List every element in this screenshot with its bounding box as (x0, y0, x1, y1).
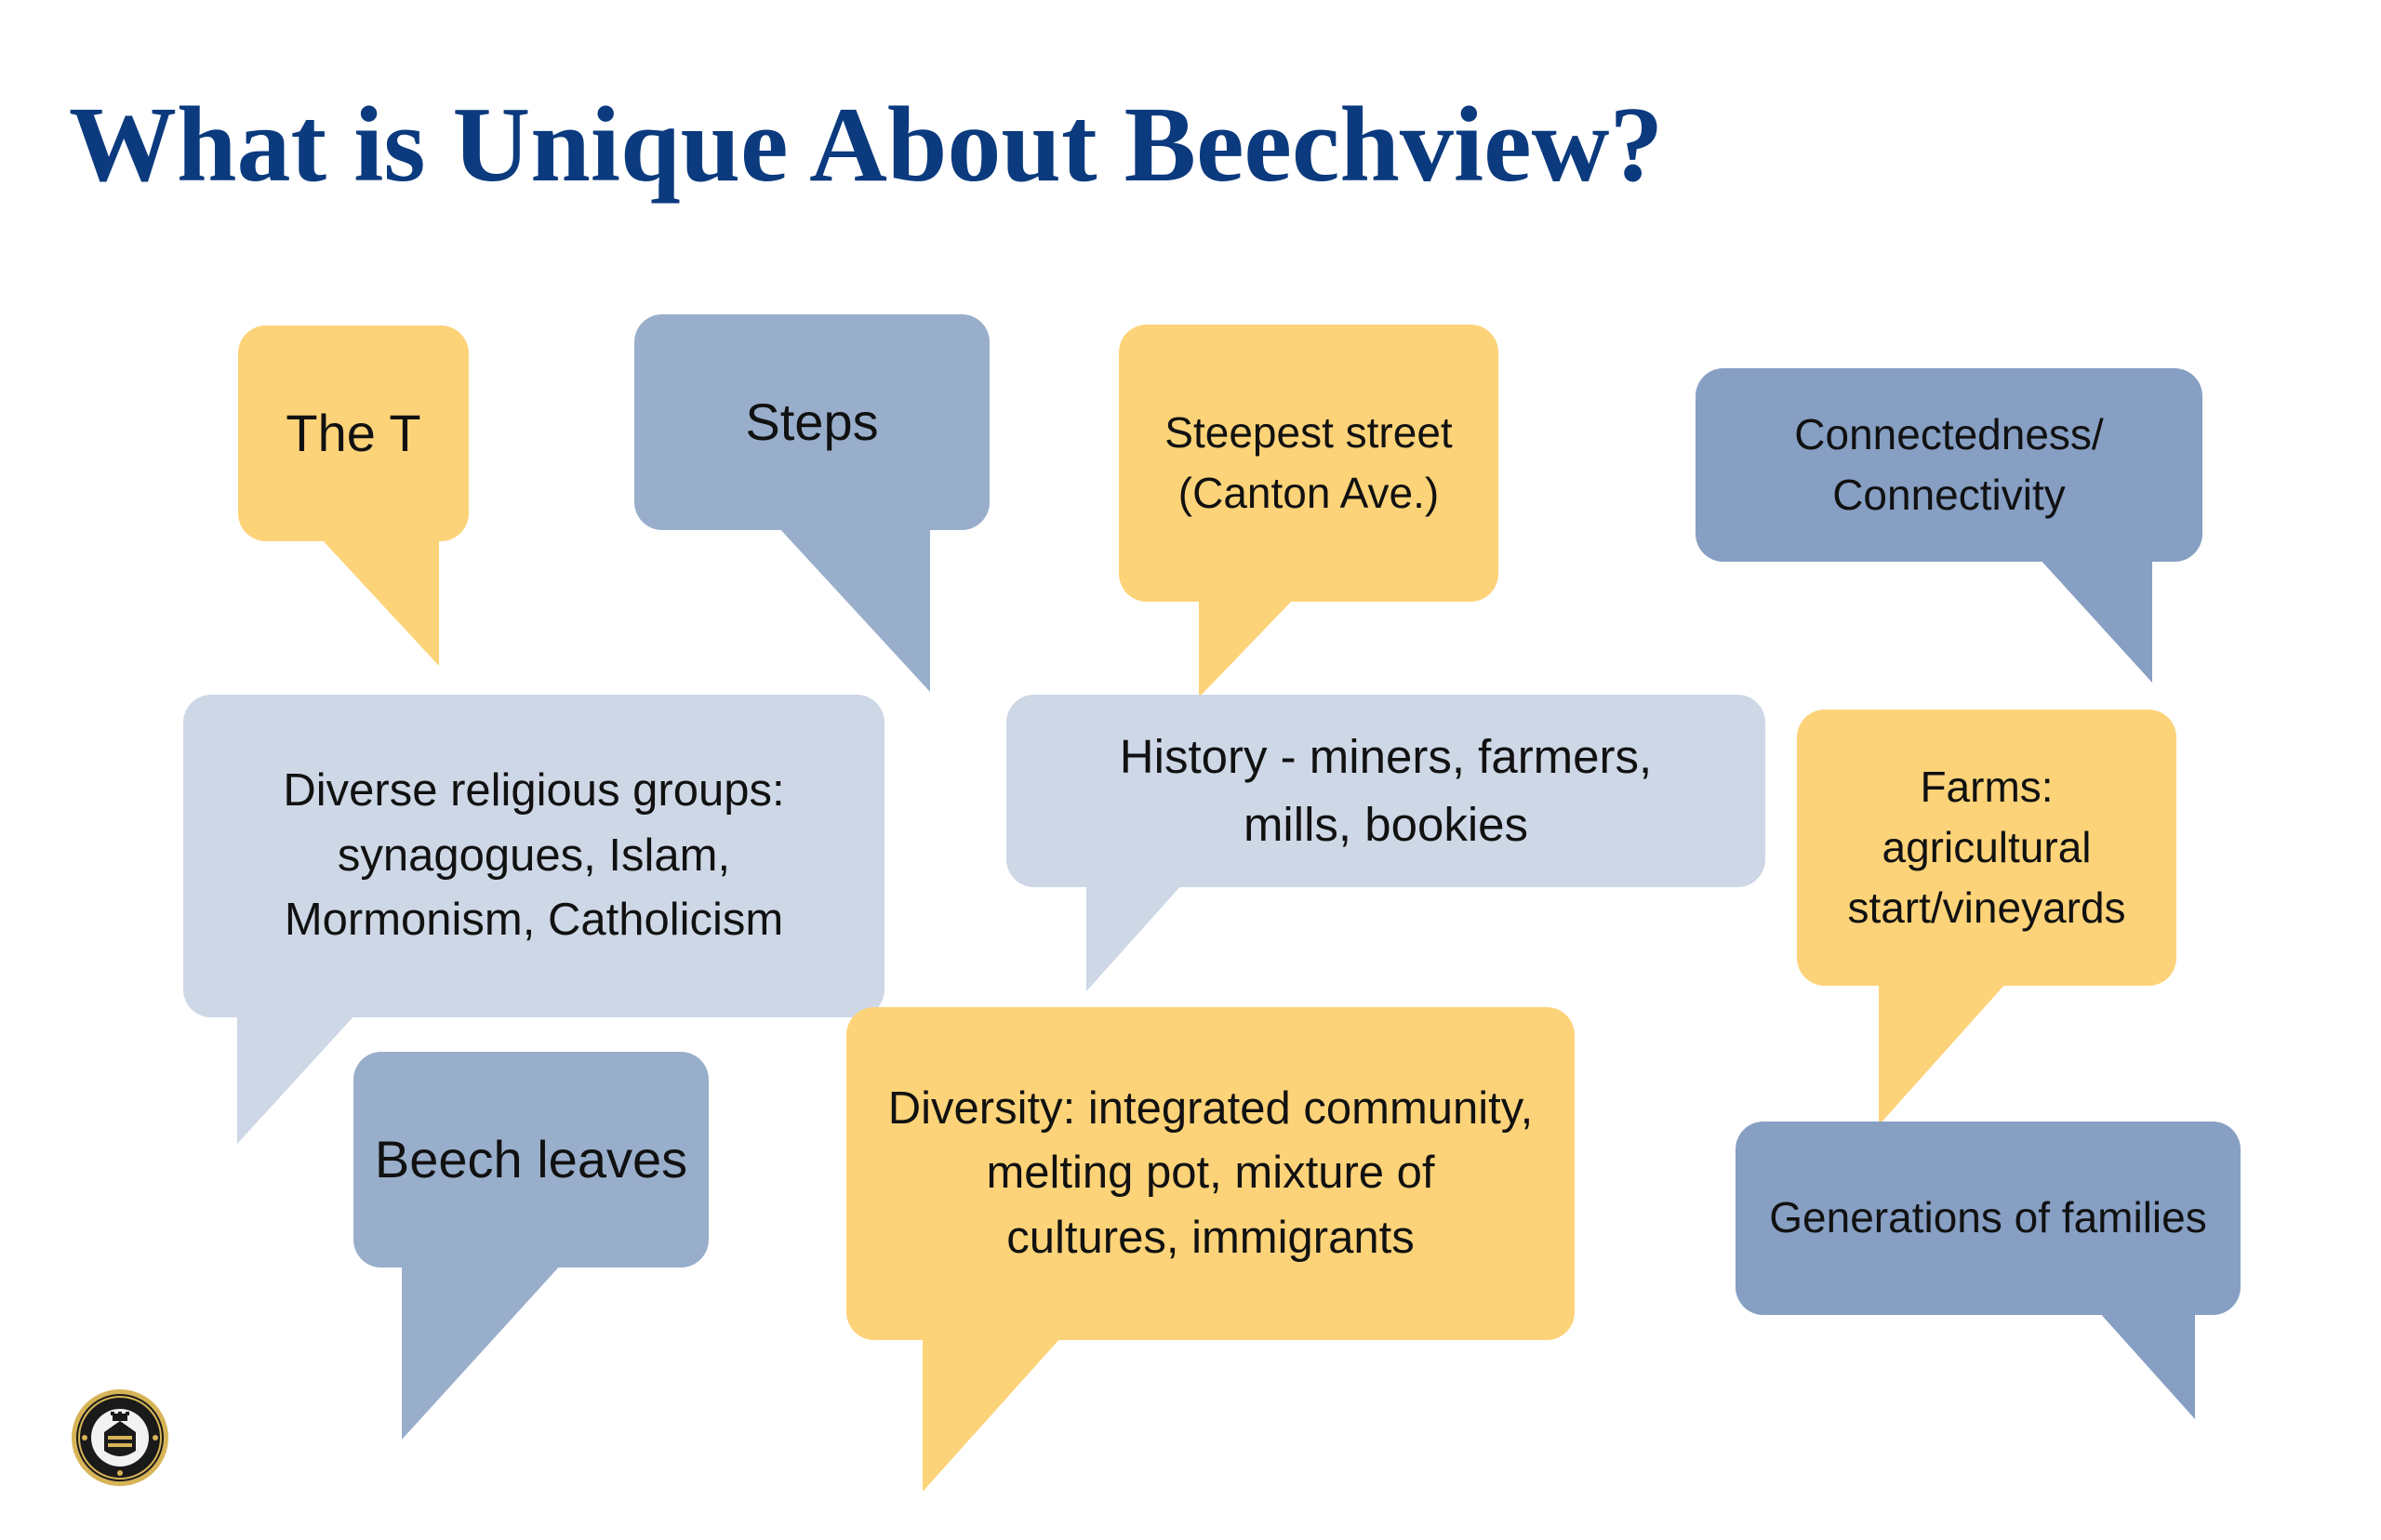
bubble-label-generations: Generations of families (1769, 1193, 2207, 1242)
bubble-label-beech-leaves: Beech leaves (374, 1130, 688, 1189)
city-seal-icon (70, 1387, 170, 1488)
bubble-label-farms: Farms: agricultural start/vineyards (1847, 762, 2126, 933)
speech-bubble-tail (2039, 558, 2152, 683)
bubble-label-steps: Steps (745, 392, 879, 452)
speech-bubble-tail (778, 526, 930, 692)
bubble-label-religious-groups: Diverse religious groups: synagogues, Islam, Mormonism, Catholicism (283, 765, 785, 946)
speech-bubble-tail (2098, 1311, 2195, 1419)
slide-title: What is Unique About Beechview? (69, 86, 1664, 205)
bubble-label-connectedness: Connectedness/ Connectivity (1794, 409, 2104, 519)
speech-bubble-tail (1086, 883, 1183, 991)
bubble-label-diversity: Diversity: integrated community, melting pot, mixture of cultures, immigrants (887, 1082, 1534, 1263)
speech-bubble-tail (320, 538, 439, 666)
speech-bubble-tail (1879, 982, 2007, 1125)
bubble-label-the-t: The T (286, 404, 421, 463)
speech-bubble-tail (1199, 598, 1295, 697)
bubble-label-history: History - miners, farmers, mills, bookies (1119, 730, 1653, 851)
speech-bubble-tail (237, 1014, 356, 1144)
bubble-label-steepest-street: Steepest street (Canton Ave.) (1164, 407, 1453, 517)
speech-bubble-tail (402, 1264, 562, 1440)
